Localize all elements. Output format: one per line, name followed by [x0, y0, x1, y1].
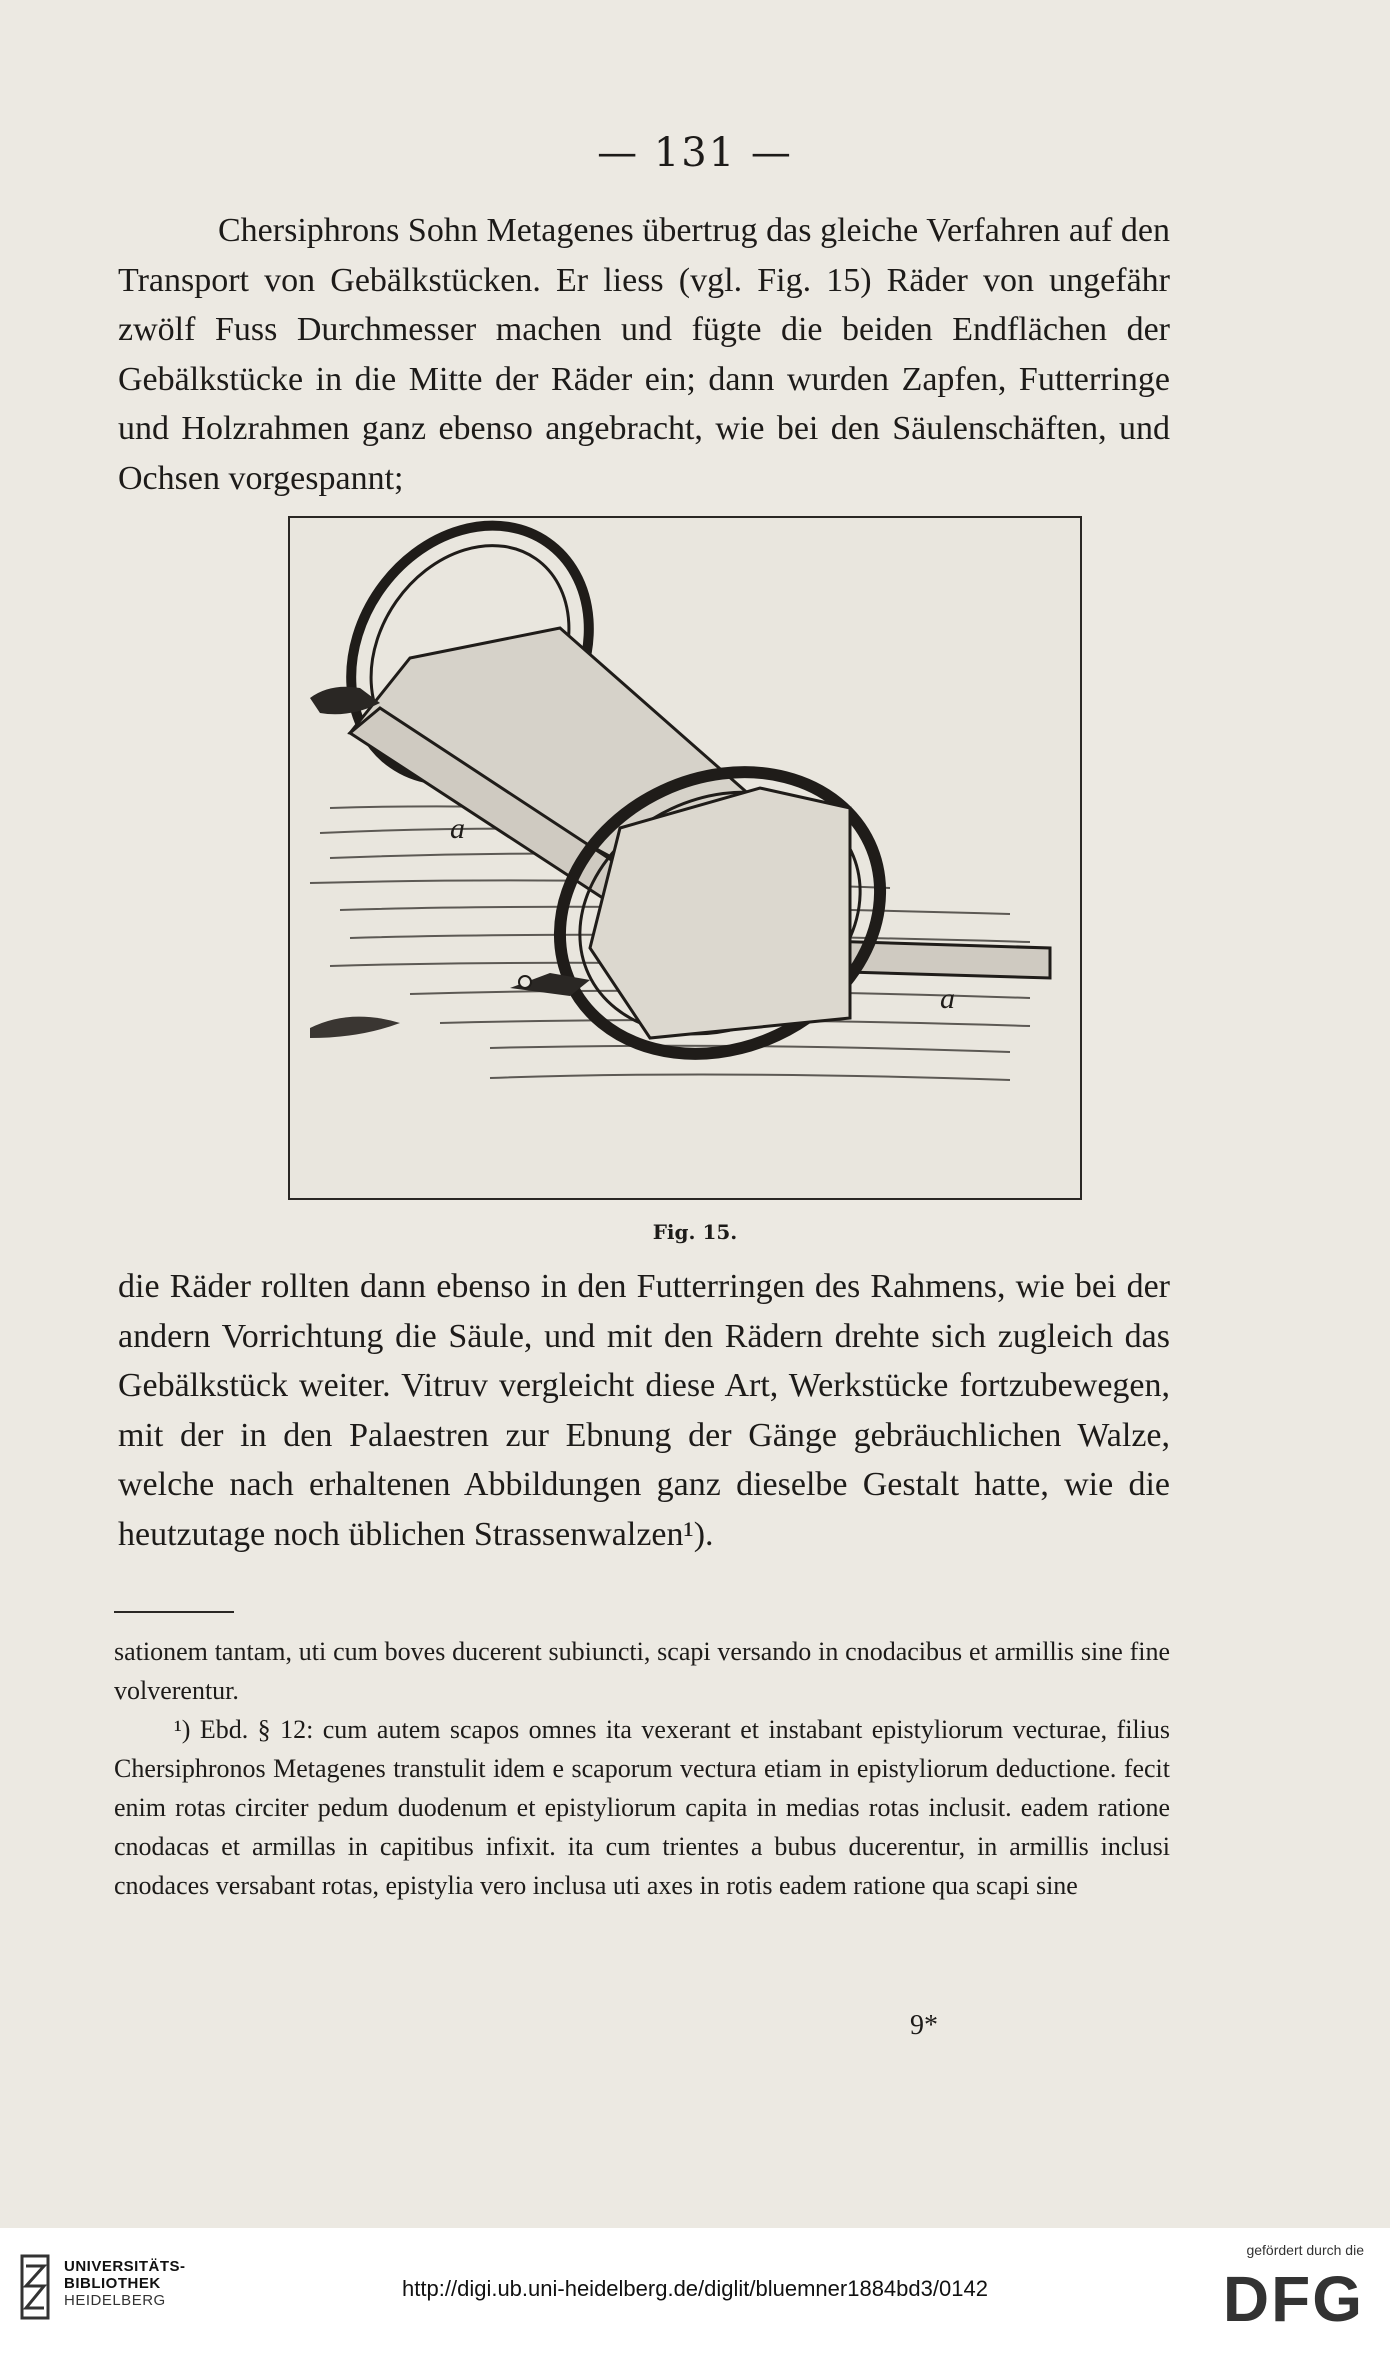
page-number: — 131 —	[597, 130, 793, 176]
footnote-1: ¹) Ebd. § 12: cum autem scapos omnes ita vexerant et instabant epistyliorum vecturae, filius Chersiphronos Metagenes transtulit idem e scaporum vectura etiam in epistyliorum deductione. fecit enim rotas circiter pedum duodenum et epistyliorum capita in medias rotas inclusit. eadem ratione cnodacas et armillas in capitibus infixit. ita cum trientes a bubus ducerentur, in armillis inclusi cnodaces versabant rotas, epistylia vero inclusa uti axes in rotis eadem ratione qua scapi sine	[114, 1715, 1170, 1900]
paragraph-1-text: Chersiphrons Sohn Metagenes übertrug das gleiche Verfahren auf den Transport von Gebälkstücken. Er liess (vgl. Fig. 15) Räder von ungefähr zwölf Fuss Durchmesser machen und fügte die beiden Endflächen der Gebälkstücke in die Mitte der Räder ein; dann wurden Zapfen, Futterringe und Holzrahmen ganz ebenso angebracht, wie bei den Säulenschäften, und Ochsen vorgespannt;	[118, 212, 1170, 497]
figure-label-a-lower: a	[940, 982, 955, 1015]
paragraph-1	[118, 206, 1170, 503]
figure-caption: Fig. 15.	[652, 1220, 738, 1244]
footer-bar	[0, 2228, 1390, 2354]
permalink-url[interactable]: http://digi.ub.uni-heidelberg.de/diglit/bluemner1884bd3/0142	[402, 2276, 988, 2301]
institution-line-3: HEIDELBERG	[64, 2292, 166, 2309]
footnote-continuation: sationem tantam, uti cum boves ducerent subiuncti, scapi versando in cnodacibus et armillis sine fine volverentur.	[114, 1637, 1170, 1705]
footnotes	[114, 1632, 1170, 1905]
footnote-divider	[114, 1611, 234, 1613]
signature-mark: 9*	[910, 2010, 938, 2041]
institution-line-1: UNIVERSITÄTS-	[64, 2258, 186, 2275]
paragraph-2	[118, 1262, 1170, 1559]
figure-label-a-upper: a	[450, 812, 465, 845]
dfg-logo: DFG	[1222, 2263, 1364, 2335]
figure-15-illustration	[288, 516, 1082, 1200]
funded-by-label: gefördert durch die	[1246, 2242, 1364, 2258]
wheel-frame-drawing	[290, 518, 1080, 1198]
paragraph-2-text: die Räder rollten dann ebenso in den Futterringen des Rahmens, wie bei der andern Vorrichtung die Säule, und mit den Rädern drehte sich zugleich das Gebälkstück weiter. Vitruv vergleicht diese Art, Werkstücke fortzubewegen, mit der in den Palaestren zur Ebnung der Gänge gebräuchlichen Walze, welche nach erhaltenen Abbildungen ganz dieselbe Gestalt hatte, wie die heutzutage noch üblichen Strassenwalzen¹).	[118, 1268, 1170, 1553]
institution-line-2: BIBLIOTHEK	[64, 2275, 161, 2292]
